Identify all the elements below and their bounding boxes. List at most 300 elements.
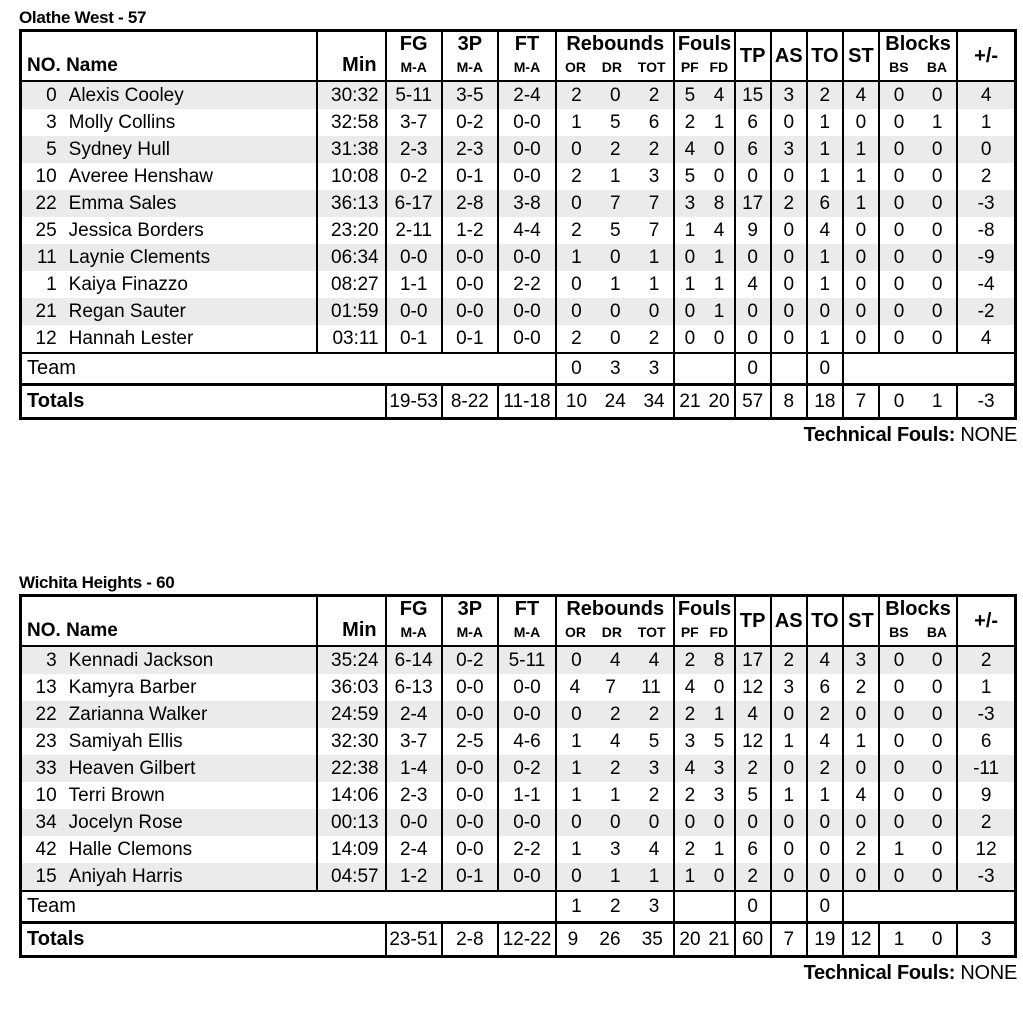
totals-pf: 21	[679, 391, 701, 412]
player-minutes: 08:27	[317, 271, 385, 298]
totals-fd: 21	[708, 929, 730, 950]
header-st: ST	[843, 31, 879, 82]
player-fouls	[674, 782, 734, 809]
team-dr: 2	[609, 896, 621, 917]
totals-st: 7	[843, 385, 879, 419]
player-ba: 0	[931, 139, 943, 160]
player-row	[21, 271, 1016, 298]
player-rebounds	[556, 674, 674, 701]
player-fg: 1-4	[386, 755, 442, 782]
player-minutes: 04:57	[317, 863, 385, 891]
player-row	[21, 136, 1016, 163]
totals-dr: 24	[604, 391, 626, 412]
header-tp: TP	[735, 31, 771, 82]
header-st: ST	[843, 596, 879, 647]
player-fd: 8	[713, 193, 725, 214]
player-tot: 2	[648, 85, 660, 106]
team-fouls-empty	[674, 353, 734, 385]
player-name: Halle Clemons	[69, 836, 318, 863]
totals-dr: 26	[599, 929, 621, 950]
player-pf: 2	[684, 112, 696, 133]
player-fouls	[674, 863, 734, 891]
player-fouls	[674, 244, 734, 271]
header-no-name	[21, 31, 318, 82]
player-rebounds	[556, 136, 674, 163]
player-ft: 0-0	[498, 809, 556, 836]
player-number: 22	[21, 190, 69, 217]
player-dr: 2	[609, 139, 621, 160]
header-plus-minus: +/-	[957, 596, 1015, 647]
player-ft: 0-0	[498, 244, 556, 271]
player-3p: 1-2	[442, 217, 498, 244]
totals-ft: 11-18	[498, 385, 556, 419]
totals-to: 18	[807, 385, 843, 419]
team-as-empty	[771, 353, 807, 385]
player-or: 2	[571, 328, 582, 349]
player-blocks	[879, 782, 957, 809]
player-minutes: 23:20	[317, 217, 385, 244]
player-ba: 0	[931, 758, 943, 779]
player-fg: 2-3	[386, 136, 442, 163]
player-ba: 0	[931, 785, 943, 806]
player-number: 15	[21, 863, 69, 891]
player-3p: 2-3	[442, 136, 498, 163]
player-row	[21, 109, 1016, 136]
player-bs: 0	[893, 677, 905, 698]
header-blocks: Blocks BS BA	[879, 596, 957, 647]
player-number: 12	[21, 325, 69, 353]
player-to: 2	[807, 701, 843, 728]
player-bs: 0	[893, 328, 905, 349]
team-rebounds	[556, 353, 674, 385]
player-as: 0	[771, 325, 807, 353]
header-3p: 3P M-A	[442, 596, 498, 647]
player-to: 4	[807, 646, 843, 674]
player-ft: 0-0	[498, 325, 556, 353]
player-ft: 2-4	[498, 81, 556, 109]
player-as: 0	[771, 701, 807, 728]
player-tot: 2	[648, 785, 660, 806]
player-dr: 0	[609, 85, 621, 106]
totals-or: 9	[567, 929, 579, 950]
team-row-label: Team	[21, 891, 557, 923]
totals-tp: 60	[735, 923, 771, 957]
player-ba: 0	[931, 812, 943, 833]
totals-as: 8	[771, 385, 807, 419]
player-fd: 1	[713, 274, 725, 295]
player-name: Emma Sales	[69, 190, 318, 217]
player-fouls	[674, 728, 734, 755]
player-bs: 0	[893, 301, 905, 322]
player-blocks	[879, 190, 957, 217]
player-fd: 8	[713, 650, 725, 671]
player-plus-minus: 2	[957, 163, 1015, 190]
player-blocks	[879, 81, 957, 109]
header-ft: FT M-A	[498, 596, 556, 647]
player-tp: 4	[735, 701, 771, 728]
player-dr: 1	[609, 866, 621, 887]
player-tp: 0	[735, 325, 771, 353]
player-minutes: 24:59	[317, 701, 385, 728]
player-pf: 0	[684, 247, 696, 268]
header-row	[21, 31, 1016, 82]
team-rest-empty	[843, 353, 1016, 385]
header-rebounds: Rebounds OR DR TOT	[556, 596, 674, 647]
player-name: Regan Sauter	[69, 298, 318, 325]
player-fouls	[674, 81, 734, 109]
player-tot: 7	[648, 193, 660, 214]
team-title: Olathe West - 57	[19, 8, 147, 27]
player-row	[21, 674, 1016, 701]
player-ft: 4-4	[498, 217, 556, 244]
player-fg: 6-14	[386, 646, 442, 674]
totals-st: 12	[843, 923, 879, 957]
player-or: 1	[571, 731, 582, 752]
player-ft: 0-0	[498, 674, 556, 701]
player-fouls	[674, 163, 734, 190]
player-number: 10	[21, 163, 69, 190]
player-st: 0	[843, 271, 879, 298]
player-number: 11	[21, 244, 69, 271]
player-row	[21, 782, 1016, 809]
totals-ba: 1	[931, 391, 943, 412]
player-pf: 4	[684, 139, 696, 160]
header-no: NO.	[27, 620, 61, 641]
player-tp: 6	[735, 836, 771, 863]
player-rebounds	[556, 836, 674, 863]
player-3p: 0-1	[442, 863, 498, 891]
technical-fouls	[19, 958, 1017, 988]
player-minutes: 00:13	[317, 809, 385, 836]
player-number: 42	[21, 836, 69, 863]
player-bs: 0	[893, 166, 905, 187]
player-tot: 4	[648, 650, 660, 671]
player-pf: 4	[684, 677, 696, 698]
player-rebounds	[556, 782, 674, 809]
player-dr: 3	[609, 839, 621, 860]
player-to: 0	[807, 298, 843, 325]
player-number: 22	[21, 701, 69, 728]
player-fd: 1	[713, 247, 725, 268]
header-blocks: Blocks BS BA	[879, 31, 957, 82]
player-fouls	[674, 298, 734, 325]
player-tp: 17	[735, 190, 771, 217]
player-row	[21, 809, 1016, 836]
player-rebounds	[556, 701, 674, 728]
player-as: 0	[771, 863, 807, 891]
totals-fd: 20	[708, 391, 730, 412]
player-or: 0	[571, 812, 582, 833]
player-tp: 6	[735, 109, 771, 136]
player-row	[21, 863, 1016, 891]
player-blocks	[879, 271, 957, 298]
player-to: 1	[807, 782, 843, 809]
player-tot: 2	[648, 704, 660, 725]
player-dr: 2	[609, 704, 621, 725]
player-as: 2	[771, 190, 807, 217]
player-fd: 0	[713, 166, 725, 187]
player-dr: 1	[609, 274, 621, 295]
player-dr: 0	[609, 301, 621, 322]
player-to: 1	[807, 136, 843, 163]
player-to: 1	[807, 163, 843, 190]
player-plus-minus: -3	[957, 701, 1015, 728]
player-or: 0	[571, 301, 582, 322]
player-number: 10	[21, 782, 69, 809]
player-row	[21, 217, 1016, 244]
player-dr: 5	[609, 112, 621, 133]
technical-fouls	[19, 420, 1017, 450]
player-row	[21, 836, 1016, 863]
player-dr: 7	[609, 193, 621, 214]
player-blocks	[879, 646, 957, 674]
team-as-empty	[771, 891, 807, 923]
player-fouls	[674, 271, 734, 298]
totals-ba: 0	[931, 929, 943, 950]
player-ft: 0-0	[498, 298, 556, 325]
totals-tp: 57	[735, 385, 771, 419]
player-st: 0	[843, 109, 879, 136]
team-row-label: Team	[21, 353, 557, 385]
player-fd: 1	[713, 704, 725, 725]
header-to: TO	[807, 31, 843, 82]
team-tot: 3	[648, 358, 660, 379]
player-or: 0	[571, 650, 582, 671]
player-plus-minus: 9	[957, 782, 1015, 809]
player-fg: 6-17	[386, 190, 442, 217]
player-plus-minus: -3	[957, 190, 1015, 217]
player-bs: 0	[893, 274, 905, 295]
player-pf: 5	[684, 85, 696, 106]
player-rebounds	[556, 646, 674, 674]
player-fd: 3	[713, 758, 725, 779]
player-blocks	[879, 325, 957, 353]
player-dr: 1	[609, 785, 621, 806]
player-to: 1	[807, 109, 843, 136]
totals-rebounds	[556, 923, 674, 957]
player-blocks	[879, 836, 957, 863]
player-3p: 0-0	[442, 755, 498, 782]
player-tp: 6	[735, 136, 771, 163]
header-fg: FG M-A	[386, 31, 442, 82]
player-fouls	[674, 836, 734, 863]
player-rebounds	[556, 190, 674, 217]
totals-3p: 2-8	[442, 923, 498, 957]
player-ft: 3-8	[498, 190, 556, 217]
player-tp: 17	[735, 646, 771, 674]
player-name: Alexis Cooley	[69, 81, 318, 109]
player-to: 0	[807, 863, 843, 891]
player-or: 0	[571, 193, 582, 214]
player-fg: 2-4	[386, 701, 442, 728]
header-min: Min	[317, 31, 385, 82]
technical-fouls-label: Technical Fouls:	[803, 962, 956, 984]
player-fg: 1-1	[386, 271, 442, 298]
player-ft: 1-1	[498, 782, 556, 809]
player-rebounds	[556, 244, 674, 271]
player-number: 3	[21, 109, 69, 136]
player-ft: 5-11	[498, 646, 556, 674]
player-plus-minus: -3	[957, 863, 1015, 891]
player-st: 3	[843, 646, 879, 674]
player-dr: 0	[609, 812, 621, 833]
player-blocks	[879, 728, 957, 755]
player-bs: 0	[893, 85, 905, 106]
player-fg: 2-11	[386, 217, 442, 244]
player-fouls	[674, 136, 734, 163]
player-row	[21, 325, 1016, 353]
player-fouls	[674, 217, 734, 244]
player-tot: 5	[648, 731, 660, 752]
player-st: 0	[843, 244, 879, 271]
header-as: AS	[771, 31, 807, 82]
totals-tot: 34	[643, 391, 665, 412]
player-plus-minus: 2	[957, 809, 1015, 836]
player-plus-minus: 12	[957, 836, 1015, 863]
player-pf: 5	[684, 166, 696, 187]
team-title: Wichita Heights - 60	[19, 573, 175, 592]
header-no-name	[21, 596, 318, 647]
player-dr: 2	[609, 758, 621, 779]
player-tp: 0	[735, 163, 771, 190]
player-to: 1	[807, 325, 843, 353]
player-plus-minus: -2	[957, 298, 1015, 325]
player-or: 0	[571, 704, 582, 725]
player-dr: 5	[609, 220, 621, 241]
player-tp: 2	[735, 755, 771, 782]
player-blocks	[879, 298, 957, 325]
player-3p: 0-0	[442, 271, 498, 298]
player-fouls	[674, 674, 734, 701]
player-as: 3	[771, 81, 807, 109]
player-st: 0	[843, 755, 879, 782]
player-minutes: 31:38	[317, 136, 385, 163]
player-ba: 0	[931, 85, 943, 106]
player-or: 1	[571, 758, 582, 779]
player-row	[21, 298, 1016, 325]
player-bs: 0	[893, 812, 905, 833]
team-row	[21, 891, 1016, 923]
player-name: Jessica Borders	[69, 217, 318, 244]
totals-pf: 20	[679, 929, 701, 950]
player-as: 1	[771, 782, 807, 809]
player-fd: 3	[713, 785, 725, 806]
player-name: Kamyra Barber	[69, 674, 318, 701]
player-bs: 0	[893, 785, 905, 806]
player-3p: 0-0	[442, 701, 498, 728]
player-fd: 4	[713, 220, 725, 241]
player-blocks	[879, 674, 957, 701]
player-pf: 2	[684, 785, 696, 806]
totals-rebounds	[556, 385, 674, 419]
player-ft: 2-2	[498, 836, 556, 863]
player-or: 0	[571, 139, 582, 160]
player-minutes: 35:24	[317, 646, 385, 674]
totals-blocks	[879, 385, 957, 419]
technical-fouls-value: NONE	[960, 424, 1017, 446]
player-pf: 2	[684, 650, 696, 671]
player-pf: 0	[684, 328, 696, 349]
player-plus-minus: 4	[957, 325, 1015, 353]
player-row	[21, 755, 1016, 782]
team-fouls-empty	[674, 891, 734, 923]
player-tot: 1	[648, 247, 660, 268]
totals-3p: 8-22	[442, 385, 498, 419]
player-or: 1	[571, 785, 582, 806]
player-plus-minus: -9	[957, 244, 1015, 271]
player-blocks	[879, 244, 957, 271]
player-number: 33	[21, 755, 69, 782]
team-or: 1	[571, 896, 582, 917]
player-tot: 3	[648, 758, 660, 779]
player-pf: 2	[684, 704, 696, 725]
player-ba: 0	[931, 839, 943, 860]
player-minutes: 22:38	[317, 755, 385, 782]
player-tot: 3	[648, 166, 660, 187]
team-section-wichita-heights	[19, 572, 1017, 988]
player-st: 0	[843, 809, 879, 836]
player-minutes: 14:09	[317, 836, 385, 863]
team-rebounds	[556, 891, 674, 923]
player-row	[21, 701, 1016, 728]
player-ba: 0	[931, 301, 943, 322]
player-fouls	[674, 109, 734, 136]
player-tp: 4	[735, 271, 771, 298]
player-fd: 0	[713, 328, 725, 349]
player-fd: 1	[713, 301, 725, 322]
player-bs: 0	[893, 112, 905, 133]
player-name: Terri Brown	[69, 782, 318, 809]
player-as: 0	[771, 298, 807, 325]
player-3p: 0-0	[442, 244, 498, 271]
player-tp: 2	[735, 863, 771, 891]
player-blocks	[879, 701, 957, 728]
player-rebounds	[556, 325, 674, 353]
player-dr: 7	[605, 677, 616, 698]
player-plus-minus: 1	[957, 109, 1015, 136]
player-rebounds	[556, 728, 674, 755]
header-rebounds: Rebounds OR DR TOT	[556, 31, 674, 82]
player-pf: 1	[684, 220, 696, 241]
team-tp: 0	[735, 891, 771, 923]
player-ft: 0-0	[498, 136, 556, 163]
player-ft: 0-0	[498, 701, 556, 728]
totals-fouls	[674, 923, 734, 957]
player-plus-minus: -4	[957, 271, 1015, 298]
header-fouls: Fouls PF FD	[674, 596, 734, 647]
header-name: Name	[66, 620, 118, 641]
player-number: 13	[21, 674, 69, 701]
player-tp: 12	[735, 674, 771, 701]
player-minutes: 32:58	[317, 109, 385, 136]
box-score-table	[19, 29, 1017, 420]
player-pf: 0	[684, 812, 696, 833]
player-rebounds	[556, 298, 674, 325]
header-ft: FT M-A	[498, 31, 556, 82]
player-3p: 0-0	[442, 836, 498, 863]
box-score-table	[19, 594, 1017, 958]
player-tp: 0	[735, 809, 771, 836]
player-bs: 1	[893, 839, 905, 860]
player-name: Aniyah Harris	[69, 863, 318, 891]
player-fd: 0	[713, 677, 725, 698]
totals-bs: 1	[893, 929, 905, 950]
player-bs: 0	[893, 650, 905, 671]
header-row	[21, 596, 1016, 647]
player-row	[21, 190, 1016, 217]
player-name: Heaven Gilbert	[69, 755, 318, 782]
header-fouls: Fouls PF FD	[674, 31, 734, 82]
